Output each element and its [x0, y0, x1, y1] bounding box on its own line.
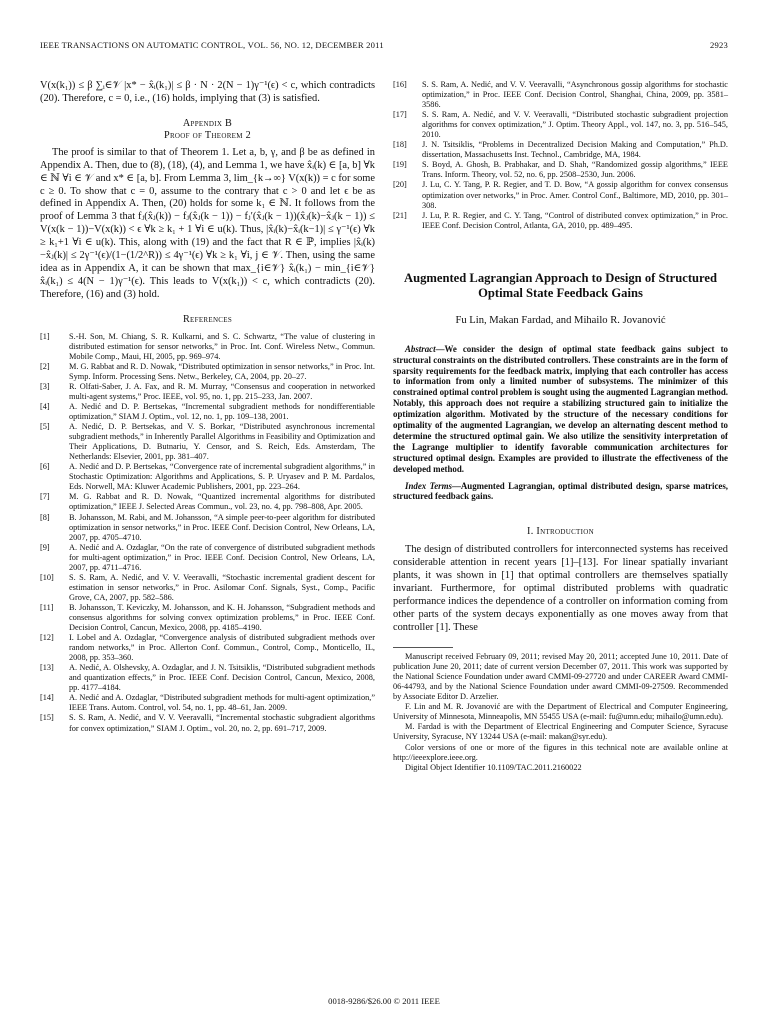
- opening-lines: V(x(k₁)) ≤ β ∑ᵢ∈𝒱 |x* − x̂ᵢ(k₁)| ≤ β · N · 2(N − 1)γ⁻¹(ϵ) < c, which contradicts (20). Therefore, c = 0, i.e., (16) holds, implying that (3) is satisfied.: [40, 80, 375, 104]
- reference-list-left: [40, 332, 375, 734]
- reference-item: [5] A. Nedić, D. P. Bertsekas, and V. S. Borkar, “Distributed asynchronous incremental subgradient methods,” in Inherently Parallel Algorithms in Feasibility and Optimization and Their Applications, D. Butnariu, Y. Censor, and S. Reich, Eds. Amsterdam, The Netherlands: Elsevier, 2001, pp. 381–407.: [40, 422, 375, 462]
- author-list: Fu Lin, Makan Fardad, and Mihailo R. Jovanović: [455, 314, 666, 326]
- reference-item: [8] B. Johansson, M. Rabi, and M. Johansson, “A simple peer-to-peer algorithm for distributed optimization in sensor networks,” in Proc. IEEE Conf. Decision Control, New Orleans, LA, 2007, pp. 4705–4710.: [40, 512, 375, 542]
- left-column: [40, 80, 375, 734]
- references-title: References: [182, 313, 233, 325]
- reference-item: [15] S. S. Ram, A. Nedić, and V. V. Veeravalli, “Incremental stochastic subgradient algorithms for convex optimization,” SIAM J. Optim., vol. 20, no. 2, pp. 691–717, 2009.: [40, 713, 375, 733]
- footnotes: [393, 652, 728, 773]
- reference-item: [14] A. Nedić and A. Ozdaglar, “Distributed subgradient methods for multi-agent optimization,” IEEE Trans. Autom. Control, vol. 54, no. 1, pp. 48–61, Jan. 2009.: [40, 693, 375, 713]
- reference-item: [11] B. Johansson, T. Keviczky, M. Johansson, and K. H. Johansson, “Subgradient methods and consensus algorithms for solving convex optimization problems,” in Proc. IEEE Conf. Decision Control, Cancun, Mexico, 2008, pp. 4185–4190.: [40, 602, 375, 633]
- color-versions-note: Color versions of one or more of the figures in this technical note are available online at http://ieeexplore.ieee.org.: [393, 742, 728, 762]
- reference-item: [16] S. S. Ram, A. Nedić, and V. V. Veeravalli, “Asynchronous gossip algorithms for stochastic optimization,” in Proc. IEEE Conf. Decision Control, Shanghai, China, 2009, pp. 3581–3586.: [393, 80, 728, 110]
- reference-item: [19] S. Boyd, A. Ghosh, B. Prabhakar, and D. Shah, “Randomized gossip algorithms,” IEEE Trans. Inform. Theory, vol. 52, no. 6, pp. 2508–2530, Jun. 2006.: [393, 160, 728, 180]
- doi-note: Digital Object Identifier 10.1109/TAC.2011.2160022: [405, 762, 582, 772]
- reference-list-right: [393, 80, 728, 231]
- reference-item: [17] S. S. Ram, A. Nedić, and V. V. Veeravalli, “Distributed stochastic subgradient projection algorithms for convex optimization,” J. Optim. Theory Appl., vol. 147, no. 3, pp. 516–545, 2010.: [393, 110, 728, 140]
- index-terms-text: —Augmented Lagrangian, optimal distributed design, sparse matrices, structured feedback gains.: [393, 480, 729, 502]
- index-terms-label: Index Terms: [405, 480, 452, 491]
- reference-item: [9] A. Nedić and A. Ozdaglar, “On the rate of convergence of distributed subgradient methods for multi-agent optimization,” in Proc. IEEE Conf. Decision Control, New Orleans, LA, 2007, pp. 4711–4716.: [40, 542, 375, 572]
- reference-item: [12] I. Lobel and A. Ozdaglar, “Convergence analysis of distributed subgradient methods over random networks,” in Proc. Allerton Conf. Commun., Control, Comp., Monticello, IL, 2008, pp. 353–360.: [40, 633, 375, 663]
- reference-item: [13] A. Nedić, A. Olshevsky, A. Ozdaglar, and J. N. Tsitsiklis, “Distributed subgradient methods and quantization effects,” in Proc. IEEE Conf. Decision Control, Cancun, Mexico, 2008, pp. 4177–4184.: [40, 663, 375, 693]
- reference-item: [3] R. Olfati-Saber, J. A. Fax, and R. M. Murray, “Consensus and cooperation in networked multi-agent systems,” Proc. IEEE, vol. 95, no. 1, pp. 215–233, Jan. 2007.: [40, 381, 375, 401]
- reference-item: [1] S.-H. Son, M. Chiang, S. R. Kulkarni, and S. C. Schwartz, “The value of clustering in distributed estimation for sensor networks,” in Proc. Int. Conf. Wireless Netw., Commun. Mobile Comp., Maui, HI, 2005, pp. 969–974.: [40, 331, 375, 361]
- manuscript-note: Manuscript received February 09, 2011; revised May 20, 2011; accepted June 10, 2011. Date of publication June 20, 2011; date of current version December 07, 2011. This work was supported by the National Science Foundation under award CMMI-09-27720 and under CAREER Award CMMI-06-44793, and by the National Science Foundation under award CMMI-09-27509. Recommended by Associate Editor D. Arzelier.: [393, 651, 728, 702]
- reference-item: [6] A. Nedić and D. P. Bertsekas, “Convergence rate of incremental subgradient algorithms,” in Stochastic Optimization: Algorithms and Applications, S. P. Uryasev and P. M. Pardalos, Eds. Norwell, MA: Kluwer Academic Publishers, 2001, pp. 223–264.: [40, 462, 375, 492]
- reference-item: [4] A. Nedić and D. P. Bertsekas, “Incremental subgradient methods for nondifferentiable optimization,” SIAM J. Optim., vol. 12, no. 1, pp. 109–138, 2001.: [40, 402, 375, 422]
- author-affiliation-note: M. Fardad is with the Department of Electrical Engineering and Computer Science, Syracuse University, Syracuse, NY 13244 USA (e-mail: makan@syr.edu).: [393, 722, 728, 742]
- paper-title: Augmented Lagrangian Approach to Design of Structured Optimal State Feedback Gains: [404, 270, 717, 300]
- page-number: 2923: [710, 40, 728, 50]
- journal-line: IEEE TRANSACTIONS ON AUTOMATIC CONTROL, VOL. 56, NO. 12, DECEMBER 2011: [40, 40, 384, 50]
- appendix-body: The proof is similar to that of Theorem 1. Let a, b, γ, and β be as defined in Appendix A. Then, due to (8), (18), (4), and Lemma 1, we have x̂ᵢ(k) ∈ [a, b] ∀k ∈ ℕ ∀i ∈ 𝒱 and x* ∈ [a, b]. From Lemma 3, lim_{k→∞} V(x(k)) = c for some c ≥ 0. To show that c = 0, assume to the contrary that c > 0 and let ϵ be as defined in Appendix A. Then, (20) holds for some k₁ ∈ ℕ. It follows from the proof of Lemma 3 that fⱼ(x̂ⱼ(k)) − fⱼ(x̂ⱼ(k − 1)) − fⱼ′(x̂ⱼ(k − 1))(x̂ⱼ(k)−x̂ⱼ(k − 1)) ≤ V(x(k − 1))−V(x(k)) < ϵ ∀k ≥ k₁ + 1 ∀i ∈ u(k). Thus, |x̂ᵢ(k)−x̂ᵢ(k−1)| ≤ γ⁻¹(ϵ) ∀k ≥ k₁+1 ∀i ∈ u(k). This, along with (19) and the fact that R ∈ ℙ, implies |x̂ᵢ(k)−x̂ⱼ(k)| ≤ 2γ⁻¹(ϵ)/(1−(1/2^R)) ≤ 4γ⁻¹(ϵ) ∀k ≥ k₁ ∀i, j ∈ 𝒱. Then, using the same idea as in Appendix A, it can be shown that max_{i∈𝒱} x̂ᵢ(k₁) − min_{i∈𝒱} x̂ᵢ(k₁) ≤ 4(N − 1)γ⁻¹(ϵ). This leads to V(x(k₁)) < c, which contradicts (20). Therefore, (16) and (3) hold.: [40, 146, 375, 300]
- right-column: [393, 80, 728, 773]
- abstract-text: —We consider the design of optimal state feedback gains subject to structural constraints on the distributed controllers. These constraints are in the form of sparsity requirements for the feedback matrix, implying that each controller has access to information from only a limited number of subsystems. The minimizer of this constrained optimal control problem is sought using the augmented Lagrangian method. Notably, this approach does not require a stabilizing structured gain to initialize the optimization algorithm. Motivated by the structure of the necessary conditions for optimality of the augmented Lagrangian, we develop an alternating descent method to determine the structured optimal gain. We also utilize the sensitivity interpretation of the Lagrange multiplier to identify favorable communication architectures for structured optimal design. Examples are provided to illustrate the effectiveness of the developed method.: [393, 343, 728, 474]
- reference-item: [2] M. G. Rabbat and R. D. Nowak, “Distributed optimization in sensor networks,” in Proc. Int. Symp. Inform. Processing Sens. Netw., Berkeley, CA, 2004, pp. 20–27.: [40, 361, 375, 381]
- introduction-body: The design of distributed controllers for interconnected systems has received considerable attention in recent years [1]–[13]. For linear spatially invariant plants, it was shown in [1] that optimal controllers are themselves spatially invariant. Furthermore, for optimal distributed problems with quadratic performance indices the dependence of a controller on information coming from other parts of the system decays exponentially as one moves away from that controller [1]. These: [393, 544, 728, 633]
- reference-item: [21] J. Lu, P. R. Regier, and C. Y. Tang, “Control of distributed convex optimization,” in Proc. IEEE Conf. Decision Control, Atlanta, GA, 2010, pp. 489–495.: [393, 210, 728, 230]
- reference-item: [10] S. S. Ram, A. Nedić, and V. V. Veeravalli, “Stochastic incremental gradient descent for estimation in sensor networks,” in Proc. Asilomar Conf. Signals, Syst., Comp., Pacific Grove, CA, 2007, pp. 582–586.: [40, 572, 375, 602]
- author-affiliation-note: F. Lin and M. R. Jovanović are with the Department of Electrical and Computer Engineering, University of Minnesota, Minneapolis, MN 55455 USA (e-mail: fu@umn.edu; mihailo@umn.edu).: [393, 702, 728, 722]
- reference-item: [18] J. N. Tsitsiklis, “Problems in Decentralized Decision Making and Computation,” Ph.D. dissertation, Massachusetts Inst. Technol., Cambridge, MA, 1984.: [393, 140, 728, 160]
- abstract-label: Abstract: [405, 343, 436, 354]
- introduction-title: I. Introduction: [527, 526, 594, 538]
- index-terms: [393, 481, 728, 503]
- copyright-footer: 0018-9286/$26.00 © 2011 IEEE: [328, 996, 440, 1006]
- running-header: [40, 40, 728, 54]
- reference-item: [20] J. Lu, C. Y. Tang, P. R. Regier, and T. D. Bow, “A gossip algorithm for convex consensus optimization over networks,” in Proc. Amer. Control Conf., Baltimore, MD, 2010, pp. 301–308.: [393, 180, 728, 210]
- appendix-title: Proof of Theorem 2: [163, 129, 251, 141]
- reference-item: [7] M. G. Rabbat and R. D. Nowak, “Quantized incremental algorithms for distributed optimization,” IEEE J. Selected Areas Commun., vol. 23, no. 4, pp. 798–808, Apr. 2005.: [40, 492, 375, 512]
- appendix-label: Appendix B: [182, 117, 233, 129]
- abstract: [393, 344, 728, 475]
